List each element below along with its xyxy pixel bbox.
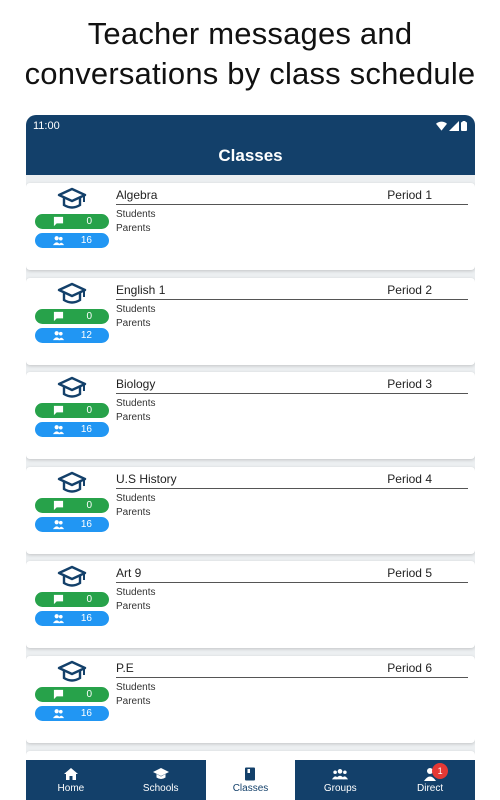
graduation-cap-icon: [57, 281, 87, 307]
class-list[interactable]: [26, 175, 475, 760]
class-card-left: [35, 281, 109, 343]
class-period: Period 1: [387, 188, 432, 202]
class-period: Period 3: [387, 377, 432, 392]
class-card-details: [116, 472, 468, 520]
class-name: Art 9: [116, 566, 142, 581]
people-icon: [53, 519, 64, 530]
member-count-pill[interactable]: [35, 611, 109, 626]
class-period: Period 6: [387, 660, 432, 675]
class-card-details: [116, 377, 468, 425]
notification-badge: 1: [432, 763, 448, 779]
member-count: 16: [80, 235, 92, 246]
graduation-cap-icon: [57, 186, 87, 212]
class-period: Period 4: [387, 471, 432, 486]
class-name: Algebra: [116, 188, 158, 202]
class-title-row: [116, 472, 468, 489]
message-count: 0: [86, 594, 92, 606]
member-count: 16: [80, 613, 92, 625]
class-period: Period 5: [387, 566, 432, 581]
class-card-left: [35, 470, 109, 532]
people-icon: [53, 613, 64, 624]
students-link[interactable]: Students: [116, 681, 156, 693]
class-card-left: [35, 375, 109, 437]
nav-schools-label: Schools: [142, 782, 179, 794]
message-count: 0: [86, 310, 92, 322]
class-card[interactable]: [26, 561, 475, 648]
member-count: 16: [80, 424, 92, 436]
class-card[interactable]: [26, 278, 475, 365]
wifi-icon: [436, 121, 447, 131]
class-card-details: [116, 188, 468, 236]
bottom-nav: [26, 760, 475, 800]
nav-direct-label: Direct: [417, 782, 444, 794]
message-count: 0: [86, 499, 92, 511]
parents-link[interactable]: Parents: [116, 223, 151, 234]
phone-screen: [26, 115, 475, 800]
class-title-row: [116, 377, 468, 394]
parents-link[interactable]: Parents: [116, 317, 151, 329]
people-icon: [53, 330, 64, 341]
nav-groups-label: Groups: [323, 782, 357, 794]
message-count-pill[interactable]: [35, 498, 109, 513]
class-card-left: [35, 659, 109, 721]
class-name: P.E: [116, 660, 134, 675]
message-count: 0: [86, 405, 92, 417]
parents-link[interactable]: Parents: [116, 506, 151, 518]
graduation-cap-icon: [57, 375, 87, 401]
nav-home[interactable]: [26, 760, 116, 800]
message-count-pill[interactable]: [35, 687, 109, 702]
message-count-pill[interactable]: [35, 592, 109, 607]
member-count: 12: [80, 329, 92, 341]
home-icon: [63, 767, 79, 781]
nav-schools[interactable]: [116, 760, 206, 800]
groups-icon: [332, 767, 348, 781]
chat-icon: [53, 311, 64, 322]
graduation-cap-icon: [57, 470, 87, 496]
member-count-pill[interactable]: [35, 517, 109, 532]
graduation-cap-icon: [57, 564, 87, 590]
member-count-pill[interactable]: [35, 706, 109, 721]
class-card-partial[interactable]: [26, 751, 475, 760]
class-title-row: [116, 661, 468, 678]
class-title-row: [116, 283, 468, 300]
message-count-pill[interactable]: [35, 403, 109, 418]
member-count: 16: [80, 518, 92, 530]
class-card-left: [35, 564, 109, 626]
class-title-row: [116, 566, 468, 583]
chat-icon: [53, 216, 64, 227]
people-icon: [53, 235, 64, 246]
nav-home-label: Home: [57, 782, 85, 794]
parents-link[interactable]: Parents: [116, 695, 151, 707]
headline-line-1: Teacher messages and: [87, 16, 413, 51]
member-count-pill[interactable]: [35, 233, 109, 248]
page-title: Classes: [218, 146, 283, 165]
chat-icon: [53, 405, 64, 416]
class-name: Biology: [116, 377, 156, 392]
people-icon: [53, 424, 64, 435]
students-link[interactable]: Students: [116, 398, 156, 410]
class-card[interactable]: [26, 183, 475, 270]
headline-line-2: conversations by class schedule: [24, 56, 476, 91]
member-count-pill[interactable]: [35, 328, 109, 343]
students-link[interactable]: Students: [116, 587, 156, 599]
message-count-pill[interactable]: [35, 309, 109, 324]
graduation-cap-icon: [57, 659, 87, 685]
class-card[interactable]: [26, 656, 475, 743]
class-title-row: [116, 188, 468, 205]
class-card-details: [116, 566, 468, 614]
nav-classes-label: Classes: [232, 782, 269, 794]
signal-icon: [449, 121, 459, 131]
chat-icon: [53, 689, 64, 700]
parents-link[interactable]: Parents: [116, 412, 151, 424]
status-time: 11:00: [33, 120, 60, 132]
headline: [0, 14, 500, 94]
nav-groups[interactable]: [295, 760, 385, 800]
message-count: 0: [86, 216, 92, 227]
class-card-details: [116, 661, 468, 709]
book-icon: [242, 767, 258, 781]
status-icons: [436, 121, 467, 131]
nav-classes[interactable]: [206, 760, 296, 800]
class-card[interactable]: [26, 467, 475, 554]
class-name: English 1: [116, 282, 166, 297]
students-link[interactable]: Students: [116, 492, 156, 504]
message-count-pill[interactable]: [35, 214, 109, 229]
class-period: Period 2: [387, 282, 432, 297]
chat-icon: [53, 594, 64, 605]
class-card-left: [35, 186, 109, 248]
people-icon: [53, 708, 64, 719]
class-card[interactable]: [26, 372, 475, 459]
parents-link[interactable]: Parents: [116, 601, 151, 613]
message-count: 0: [86, 688, 92, 700]
app-bar: [26, 137, 475, 175]
battery-icon: [461, 121, 467, 131]
chat-icon: [53, 500, 64, 511]
nav-direct[interactable]: [385, 760, 475, 800]
students-link[interactable]: Students: [116, 209, 156, 220]
graduation-cap-icon: [153, 767, 169, 781]
class-card-details: [116, 283, 468, 331]
students-link[interactable]: Students: [116, 303, 156, 315]
member-count: 16: [80, 707, 92, 719]
class-name: U.S History: [116, 471, 177, 486]
member-count-pill[interactable]: [35, 422, 109, 437]
status-bar: [26, 115, 475, 137]
